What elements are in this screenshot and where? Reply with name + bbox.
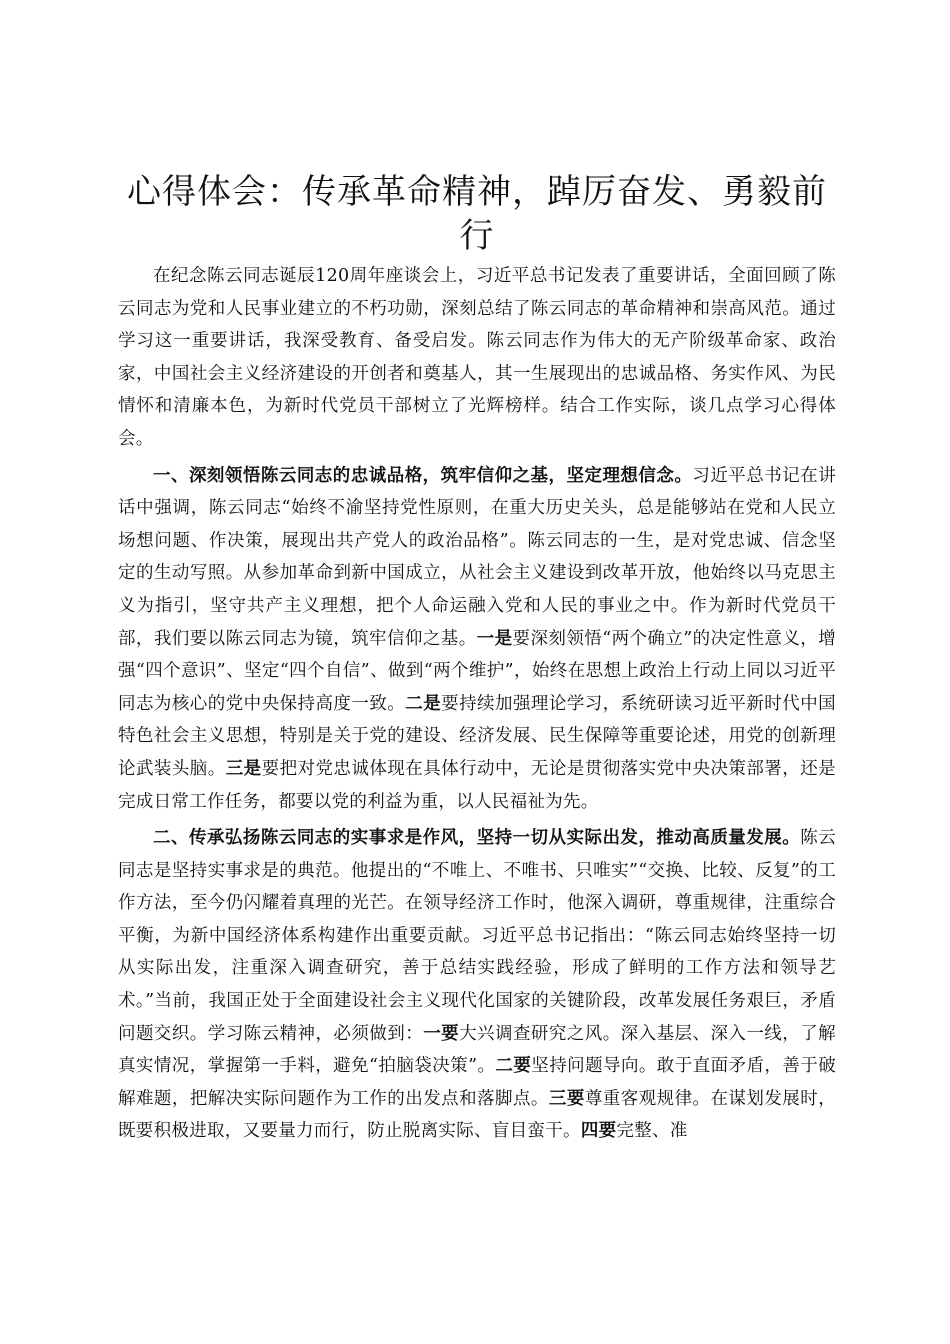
section-2-text: 陈云同志是坚持实事求是的典范。他提出的“不唯上、不唯书、只唯实”“交换、比较、反复”的工作方法，至今仍闪耀着真理的光芒。在领导经济工作时，他深入调研，尊重规律，注重综合平衡，为新中国经济体系构建作出重要贡献。习近平总书记指出：“陈云同志始终坚持一切从实际出发，注重深入调查研究，善于总结实践经验，形成了鲜明的工作方法和领导艺术。”当前，我国正处于全面建设社会主义现代化国家的关键阶段，改革发展任务艰巨，矛盾问题交织。学习陈云精神，必须做到： (118, 828, 836, 1044)
document-title: 心得体会：传承革命精神，踔厉奋发、勇毅前行 (127, 172, 827, 256)
section-1-point-3-label: 三是 (225, 758, 262, 779)
section-1-point-3-text: 要把对党忠诚体现在具体行动中，无论是贯彻落实党中央决策部署，还是完成日常工作任务，都要以党的利益为重，以人民福祉为先。 (118, 758, 836, 812)
section-2-point-1-text: 大兴调查研究之风。深入基层、深入一线，了解真实情况，掌握第一手料，避免“拍脑袋决策”。 (118, 1023, 836, 1077)
section-2-point-3-text: 尊重客观规律。在谋划发展时，既要积极进取，又要量力而行，防止脱离实际、盲目蛮干。 (118, 1088, 837, 1142)
section-2-point-2-label: 二要 (495, 1056, 532, 1077)
section-2-point-3-label: 三要 (548, 1088, 585, 1109)
section-2-point-2-text: 坚持问题导向。敢于直面矛盾，善于破解难题，把解决实际问题作为工作的出发点和落脚点。 (118, 1056, 836, 1109)
section-1-paragraph (118, 460, 836, 819)
section-1-text: 习近平总书记在讲话中强调，陈云同志“始终不渝坚持党性原则，在重大历史关头，总是能够站在党和人民立场想问题、作决策，展现出共产党人的政治品格”。陈云同志的一生，是对党忠诚、信念坚定的生动写照。从参加革命到新中国成立，从社会主义建设到改革开放，他始终以马克思主义为指引，坚守共产主义理想，把个人命运融入党和人民的事业之中。作为新时代党员干部，我们要以陈云同志为镜，筑牢信仰之基。 (118, 465, 836, 649)
section-1-point-2-label: 二是 (405, 693, 442, 714)
section-1-point-2-text: 要持续加强理论学习，系统研读习近平新时代中国特色社会主义思想，特别是关于党的建设、经济发展、民生保障等重要论述，用党的创新理论武装头脑。 (118, 693, 836, 779)
section-2-point-4-text: 完整、准 (616, 1121, 688, 1142)
section-2-point-4-label: 四要 (580, 1121, 617, 1142)
section-2-point-1-label: 一要 (423, 1023, 460, 1044)
section-1-point-1-text: 要深刻领悟“两个确立”的决定性意义，增强“四个意识”、坚定“四个自信”、做到“两个维护”，始终在思想上政治上行动上同以习近平同志为核心的党中央保持高度一致。 (118, 628, 837, 714)
section-2-heading: 二、传承弘扬陈云同志的实事求是作风，坚持一切从实际出发，推动高质量发展。 (153, 828, 801, 849)
section-1-point-1-label: 一是 (476, 628, 513, 649)
section-2-paragraph (118, 822, 836, 1148)
section-1-heading: 一、深刻领悟陈云同志的忠诚品格，筑牢信仰之基，坚定理想信念。 (153, 465, 693, 486)
document-body (118, 260, 836, 1152)
intro-paragraph: 在纪念陈云同志诞辰120周年座谈会上，习近平总书记发表了重要讲话，全面回顾了陈云同志为党和人民事业建立的不朽功勋，深刻总结了陈云同志的革命精神和崇高风范。通过学习这一重要讲话，我深受教育、备受启发。陈云同志作为伟大的无产阶级革命家、政治家，中国社会主义经济建设的开创者和奠基人，其一生展现出的忠诚品格、务实作风、为民情怀和清廉本色，为新时代党员干部树立了光辉榜样。结合工作实际，谈几点学习心得体会。 (118, 266, 836, 449)
